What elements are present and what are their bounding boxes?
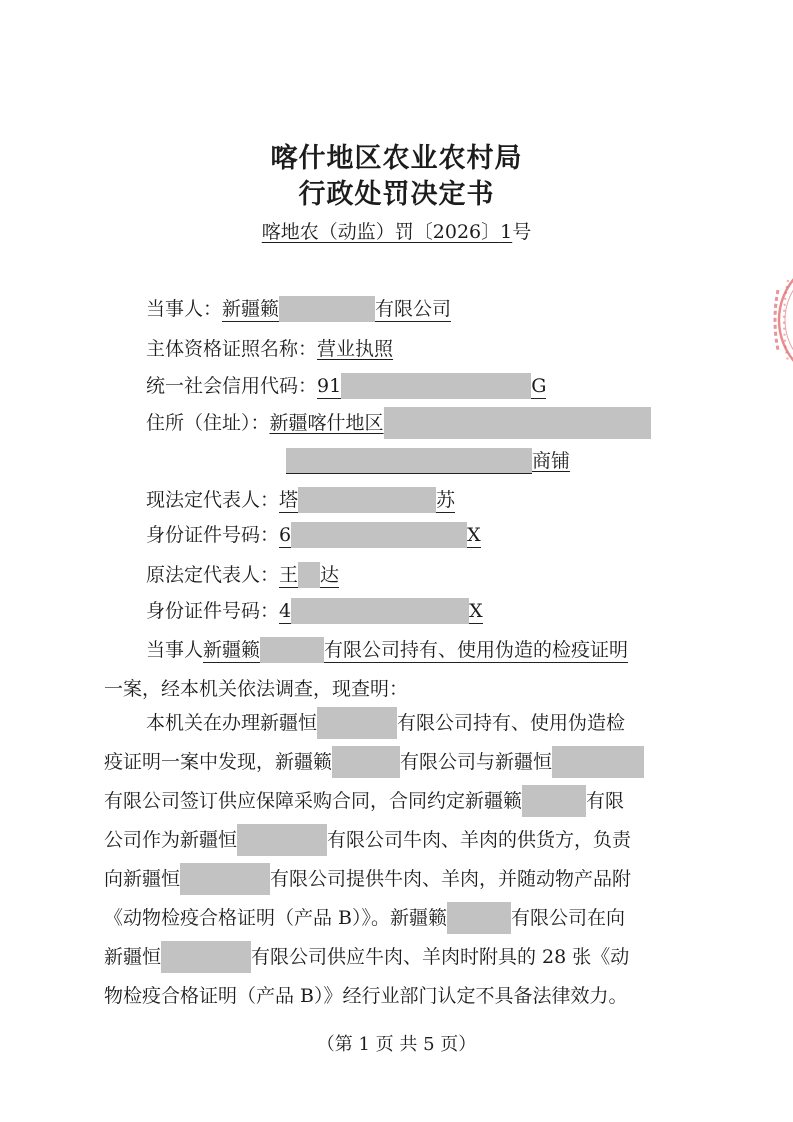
redacted-block [279, 296, 375, 322]
redacted-block [161, 941, 251, 973]
redacted-block [447, 902, 511, 934]
id-number-label-1: 身份证件号码： [146, 524, 280, 546]
former-rep-value: 王 达 [279, 564, 340, 586]
doc-number-value: 1 [500, 221, 513, 243]
findings-line-8: 物检疫合格证明（产品 B）》经行业部门认定不具备法律效力。 [104, 985, 628, 1007]
document-number [0, 217, 793, 244]
redacted-block [291, 522, 467, 548]
findings-line-1: 本机关在办理新疆恒 有限公司持有、使用伪造检 [146, 711, 625, 739]
case-intro-line-1: 当事人新疆籁 有限公司持有、使用伪造的检疫证明 [146, 639, 629, 661]
redacted-block [384, 407, 651, 439]
id-number-row-1 [146, 523, 481, 548]
legal-rep-value: 塔 苏 [279, 489, 456, 511]
credit-code-value: 91 G [317, 375, 547, 397]
party-label: 当事人： [146, 298, 223, 320]
redacted-block [298, 562, 320, 588]
former-rep-label: 原法定代表人： [146, 564, 280, 586]
findings-line-7: 新疆恒 有限公司供应牛肉、羊肉时附具的 28 张《动 [104, 945, 629, 973]
official-seal-icon [748, 250, 793, 390]
address-row [146, 411, 651, 439]
address-row-2 [286, 449, 570, 474]
license-value: 营业执照 [317, 338, 394, 360]
case-party-name: 新疆籁 有限公司持有、使用伪造的检疫证明 [203, 639, 629, 661]
redacted-block [332, 746, 400, 778]
party-row [146, 297, 451, 322]
findings-line-5: 向新疆恒 有限公司提供牛肉、羊肉，并随动物产品附 [104, 867, 631, 895]
findings-line-3: 有限公司签订供应保障采购合同，合同约定新疆籁 有限 [104, 789, 624, 817]
findings-line-4: 公司作为新疆恒 有限公司牛肉、羊肉的供货方，负责 [104, 828, 631, 856]
address-tail: 商铺 [532, 450, 571, 472]
credit-code-label: 统一社会信用代码： [146, 375, 318, 397]
id-number-label-2: 身份证件号码： [146, 600, 280, 622]
redacted-block [237, 824, 327, 856]
id-number-value-2: 4 X [279, 600, 483, 622]
findings-line-2: 疫证明一案中发现，新疆籁 有限公司与新疆恒 [104, 750, 644, 778]
document-title-line-2: 行政处罚决定书 [298, 179, 495, 210]
redacted-block [552, 746, 644, 778]
redacted-block [522, 785, 586, 817]
credit-code-row [146, 374, 546, 399]
address-label: 住所（住址）： [146, 412, 270, 434]
redacted-block [180, 863, 270, 895]
findings-line-6: 《动物检疫合格证明（产品 B）》。新疆籁 有限公司在向 [104, 906, 625, 934]
former-rep-row [146, 563, 339, 588]
doc-number-suffix: 号 [512, 221, 532, 243]
redacted-block [317, 707, 397, 739]
id-number-row-2 [146, 599, 483, 624]
address-head: 新疆喀什地区 [269, 412, 384, 434]
legal-rep-row [146, 488, 455, 513]
case-intro-line-2: 一案，经本机关依法调查，现查明： [104, 678, 409, 700]
doc-number-prefix: 喀地农（动监）罚〔2026〕 [261, 221, 501, 243]
document-title-line-1: 喀什地区农业农村局 [270, 143, 523, 174]
page-indicator: （第 1 页 共 5 页） [316, 1034, 477, 1055]
legal-rep-label: 现法定代表人： [146, 489, 280, 511]
redacted-block [286, 448, 532, 474]
redacted-block [291, 598, 469, 624]
party-name: 新疆籁 有限公司 [222, 298, 452, 320]
license-label: 主体资格证照名称： [146, 338, 318, 360]
redacted-block [341, 373, 531, 399]
id-number-value-1: 6 X [279, 524, 481, 546]
redacted-block [260, 637, 324, 663]
redacted-block [298, 487, 436, 513]
license-row [146, 337, 393, 361]
